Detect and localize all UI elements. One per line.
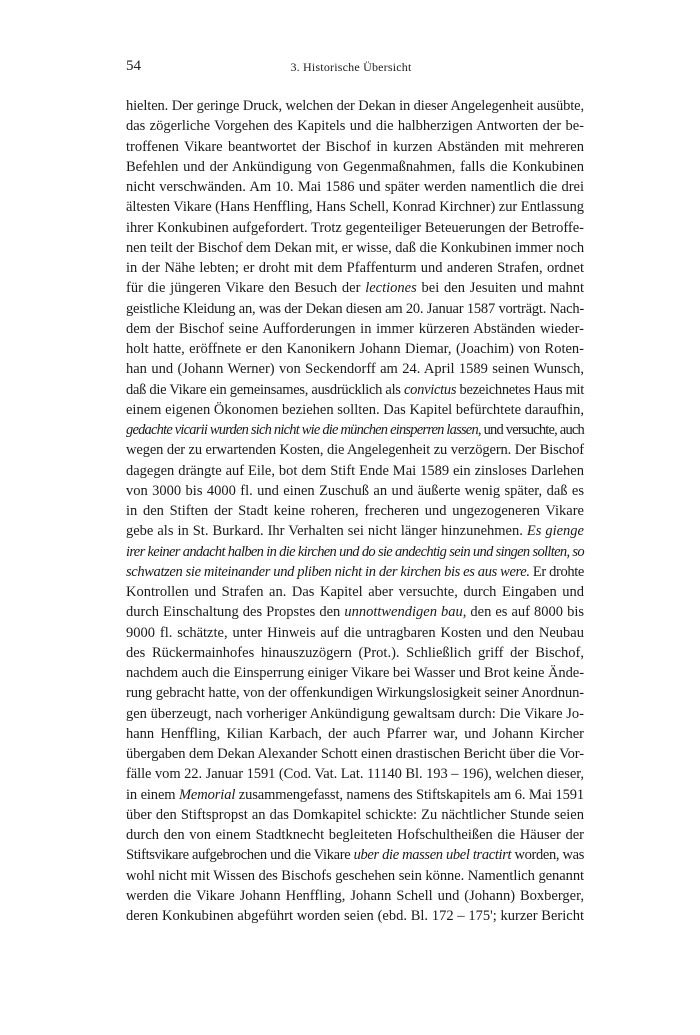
italic-quote: gedachte vicarii wurden sich nicht wie die münchen einsperren lassen, [126,422,481,438]
text-line [126,582,584,602]
text-run: zusammengefasst, namens des Stiftskapitels am 6. Mai 1591 [235,786,585,803]
text-run: Stiftsvikare aufgebrochen und die Vikare [126,847,354,864]
text-line [126,602,584,622]
text-line [126,400,584,420]
text-line [126,906,584,926]
text-line [126,724,584,744]
text-line [126,258,584,278]
text-run: dem der Bischof seine Aufforderungen in immer kürzeren Abständen wieder- [126,320,584,337]
text-line [126,785,584,805]
text-run: über den Stiftspropst an das Domkapitel schickte: Zu nächtlicher Stunde seien [126,806,584,823]
text-line [126,562,584,582]
text-run: holt hatte, eröffnete er den Kanonikern Johann Diemar, (Joachim) von Roten- [126,341,584,357]
text-line [126,825,584,845]
text-run: durch Einschaltung des Propstes den [126,604,345,621]
text-line [126,643,584,663]
text-run: geistliche Kleidung an, was der Dekan diesen am 20. Januar 1587 vorträgt. Nach- [126,300,584,317]
text-run: Kontrollen und Strafen an. Das Kapitel aber versuchte, durch Eingaben und [126,584,584,600]
text-run: von 3000 bis 4000 fl. und einen Zuschuß an und äußerte wenig später, daß es [126,482,584,499]
italic-quote: irer keiner andacht halben in die kirchen und do sie andechtig sein und singen sollten, so [126,543,584,560]
text-run: wohl nicht mit Wissen des Bischofs geschehen sein könne. Namentlich genannt [126,867,584,884]
text-line [126,137,584,157]
text-run: ältesten Vikare (Hans Henffling, Hans Schell, Konrad Kirchner) zur Entlassung [126,199,584,216]
text-run: nachdem auch die Einsperrung einiger Vikare bei Wasser und Brot keine Ände- [126,665,584,681]
text-line [126,683,584,703]
text-line [126,886,584,906]
text-line [126,218,584,238]
text-run: des Rückermainhofes hinauszuzögern (Prot.). Schließlich griff der Bischof, [126,644,584,661]
text-line [126,542,584,562]
text-line [126,845,584,865]
page-number: 54 [126,58,141,74]
body-text [126,96,584,926]
text-line [126,744,584,764]
text-run: in der Nähe lebten; er droht mit dem Pfaffenturm und anderen Strafen, ordnet [126,260,584,276]
page-header [120,58,582,80]
text-line [126,866,584,886]
italic-quote: schwatzen sie miteinander und pliben nicht in der kirchen bis es aus were. [126,563,530,580]
text-run: in den Stiften der Stadt keine roheren, frecheren und ungezogeneren Vikare [126,503,584,519]
italic-quote: uber die massen ubel tractirt [353,847,512,864]
text-line [126,521,584,541]
text-run: werden die Vikare Johann Henffling, Johann Schell und (Johann) Boxberger, [126,887,584,904]
text-line [126,380,584,400]
text-run: hielten. Der geringe Druck, welchen der Dekan in dieser Angelegenheit ausübte, [126,98,584,114]
text-run: für die jüngeren Vikare den Besuch der [126,280,366,297]
text-run: bezeichnetes Haus mit [456,381,585,398]
text-run: deren Konkubinen abgeführt worden seien (ebd. Bl. 172 – 175'; kurzer Bericht [126,908,584,924]
text-line [126,319,584,339]
text-run: nen teilt der Bischof dem Dekan mit, er wisse, daß die Konkubinen immer noch [126,239,584,256]
text-line [126,704,584,724]
text-run: den es auf 8000 bis [466,604,584,621]
text-line [126,238,584,258]
text-line [126,623,584,643]
italic-quote: convictus [404,381,457,398]
text-run: wegen der zu erwartenden Kosten, die Angelegenheit zu verzögern. Der Bischof [126,442,584,459]
text-line [126,96,584,116]
text-run: fälle vom 22. Januar 1591 (Cod. Vat. Lat. 11140 Bl. 193 – 196), welchen dieser, [126,766,584,783]
text-line [126,481,584,501]
text-line [126,420,584,440]
text-line [126,177,584,197]
text-run: rung gebracht hatte, von der offenkundigen Wirkungslosigkeit seiner Anordnun- [126,685,584,702]
text-run: das zögerliche Vorgehen des Kapitels und die halbherzigen Antworten der be- [126,118,584,135]
text-run: ihrer Konkubinen aufgefordert. Trotz gegenteiliger Beteuerungen der Betroffe- [126,219,584,236]
text-line [126,157,584,177]
italic-quote: lectiones [365,280,417,297]
text-run: und versuchte, auch [480,422,584,438]
italic-quote: Es gienge [526,523,584,540]
text-run: übergaben dem Dekan Alexander Schott einen drastischen Bericht über die Vor- [126,746,584,762]
text-line [126,359,584,379]
text-line [126,299,584,319]
italic-quote: unnottwendigen bau, [344,604,467,621]
text-run: han und (Johann Werner) von Seckendorff am 24. April 1589 seinen Wunsch, [126,361,584,378]
text-line [126,278,584,298]
text-run: hann Henffling, Kilian Karbach, der auch Pfarrer war, und Johann Kircher [126,725,584,742]
text-line [126,197,584,217]
text-run: 9000 fl. schätzte, unter Hinweis auf die untragbaren Kosten und den Neubau [126,624,584,641]
text-run: daß die Vikare ein gemeinsames, ausdrücklich als [126,381,405,398]
text-line [126,461,584,481]
text-run: einem eigenen Ökonomen beziehen sollten. Das Kapitel befürchtete daraufhin, [126,401,584,418]
text-run: bei den Jesuiten und mahnt [416,280,584,297]
text-run: dagegen drängte auf Eile, bot dem Stift Ende Mai 1589 ein zinsloses Darlehen [126,462,584,479]
italic-quote: Memorial [178,786,236,803]
text-run: nicht verschwänden. Am 10. Mai 1586 und später werden namentlich die drei [126,179,584,195]
text-line [126,764,584,784]
text-run: Befehlen und der Ankündigung von Gegenmaßnahmen, falls die Konkubinen [126,158,584,175]
text-line [126,339,584,359]
text-line [126,805,584,825]
text-line [126,501,584,521]
text-run: in einem [126,786,179,803]
text-run: Er drohte [529,563,584,580]
text-run: gebe als in St. Burkard. Ihr Verhalten sei nicht länger hinzunehmen. [126,523,527,540]
text-line [126,663,584,683]
text-run: worden, was [511,847,584,864]
text-run: troffenen Vikare beantwortet der Bischof in kurzen Abständen mit mehreren [126,138,584,155]
text-line [126,440,584,460]
text-run: durch den von einem Stadtknecht begleiteten Hofschultheißen die Häuser der [126,827,584,843]
running-title: 3. Historische Übersicht [290,60,412,74]
text-line [126,116,584,136]
text-run: gen überzeugt, nach vorheriger Ankündigung gewaltsam durch: Die Vikare Jo- [126,705,584,722]
